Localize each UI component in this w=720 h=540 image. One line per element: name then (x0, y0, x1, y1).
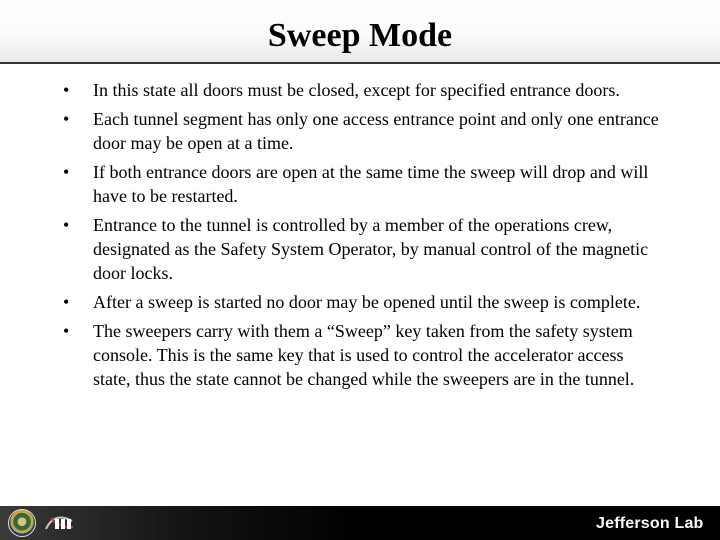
list-item (63, 160, 663, 208)
doe-seal-icon (8, 509, 36, 537)
footer-bar (0, 506, 720, 540)
bullet-text: After a sweep is started no door may be opened until the sweep is complete. (93, 292, 641, 312)
bullet-marker: • (63, 162, 70, 182)
list-item (63, 319, 663, 391)
bullet-marker: • (63, 292, 70, 312)
bullet-marker: • (63, 215, 70, 235)
bullet-text: If both entrance doors are open at the same time the sweep will drop and will have to be restarted. (93, 162, 649, 206)
list-item (63, 78, 663, 102)
jefferson-lab-logo: Jefferson Lab (596, 515, 704, 532)
bullet-marker: • (63, 321, 70, 341)
bullet-marker: • (63, 109, 70, 129)
bullet-list (63, 78, 663, 396)
bullet-text: In this state all doors must be closed, except for specified entrance doors. (93, 80, 620, 100)
list-item (63, 213, 663, 285)
jsa-logo-icon (42, 511, 76, 535)
bullet-marker: • (63, 80, 70, 100)
list-item (63, 107, 663, 155)
slide-title: Sweep Mode (267, 17, 453, 54)
list-item (63, 290, 663, 314)
bullet-text: Each tunnel segment has only one access entrance point and only one entrance door may be open at a time. (93, 109, 659, 153)
bullet-text: The sweepers carry with them a “Sweep” key taken from the safety system console. This is the same key that is used to control the accelerator access state, thus the state cannot be changed while the sweepers are in the tunnel. (93, 321, 635, 389)
bullet-text: Entrance to the tunnel is controlled by a member of the operations crew, designated as the Safety System Operator, by manual control of the magnetic door locks. (93, 215, 649, 283)
title-divider (0, 62, 720, 64)
